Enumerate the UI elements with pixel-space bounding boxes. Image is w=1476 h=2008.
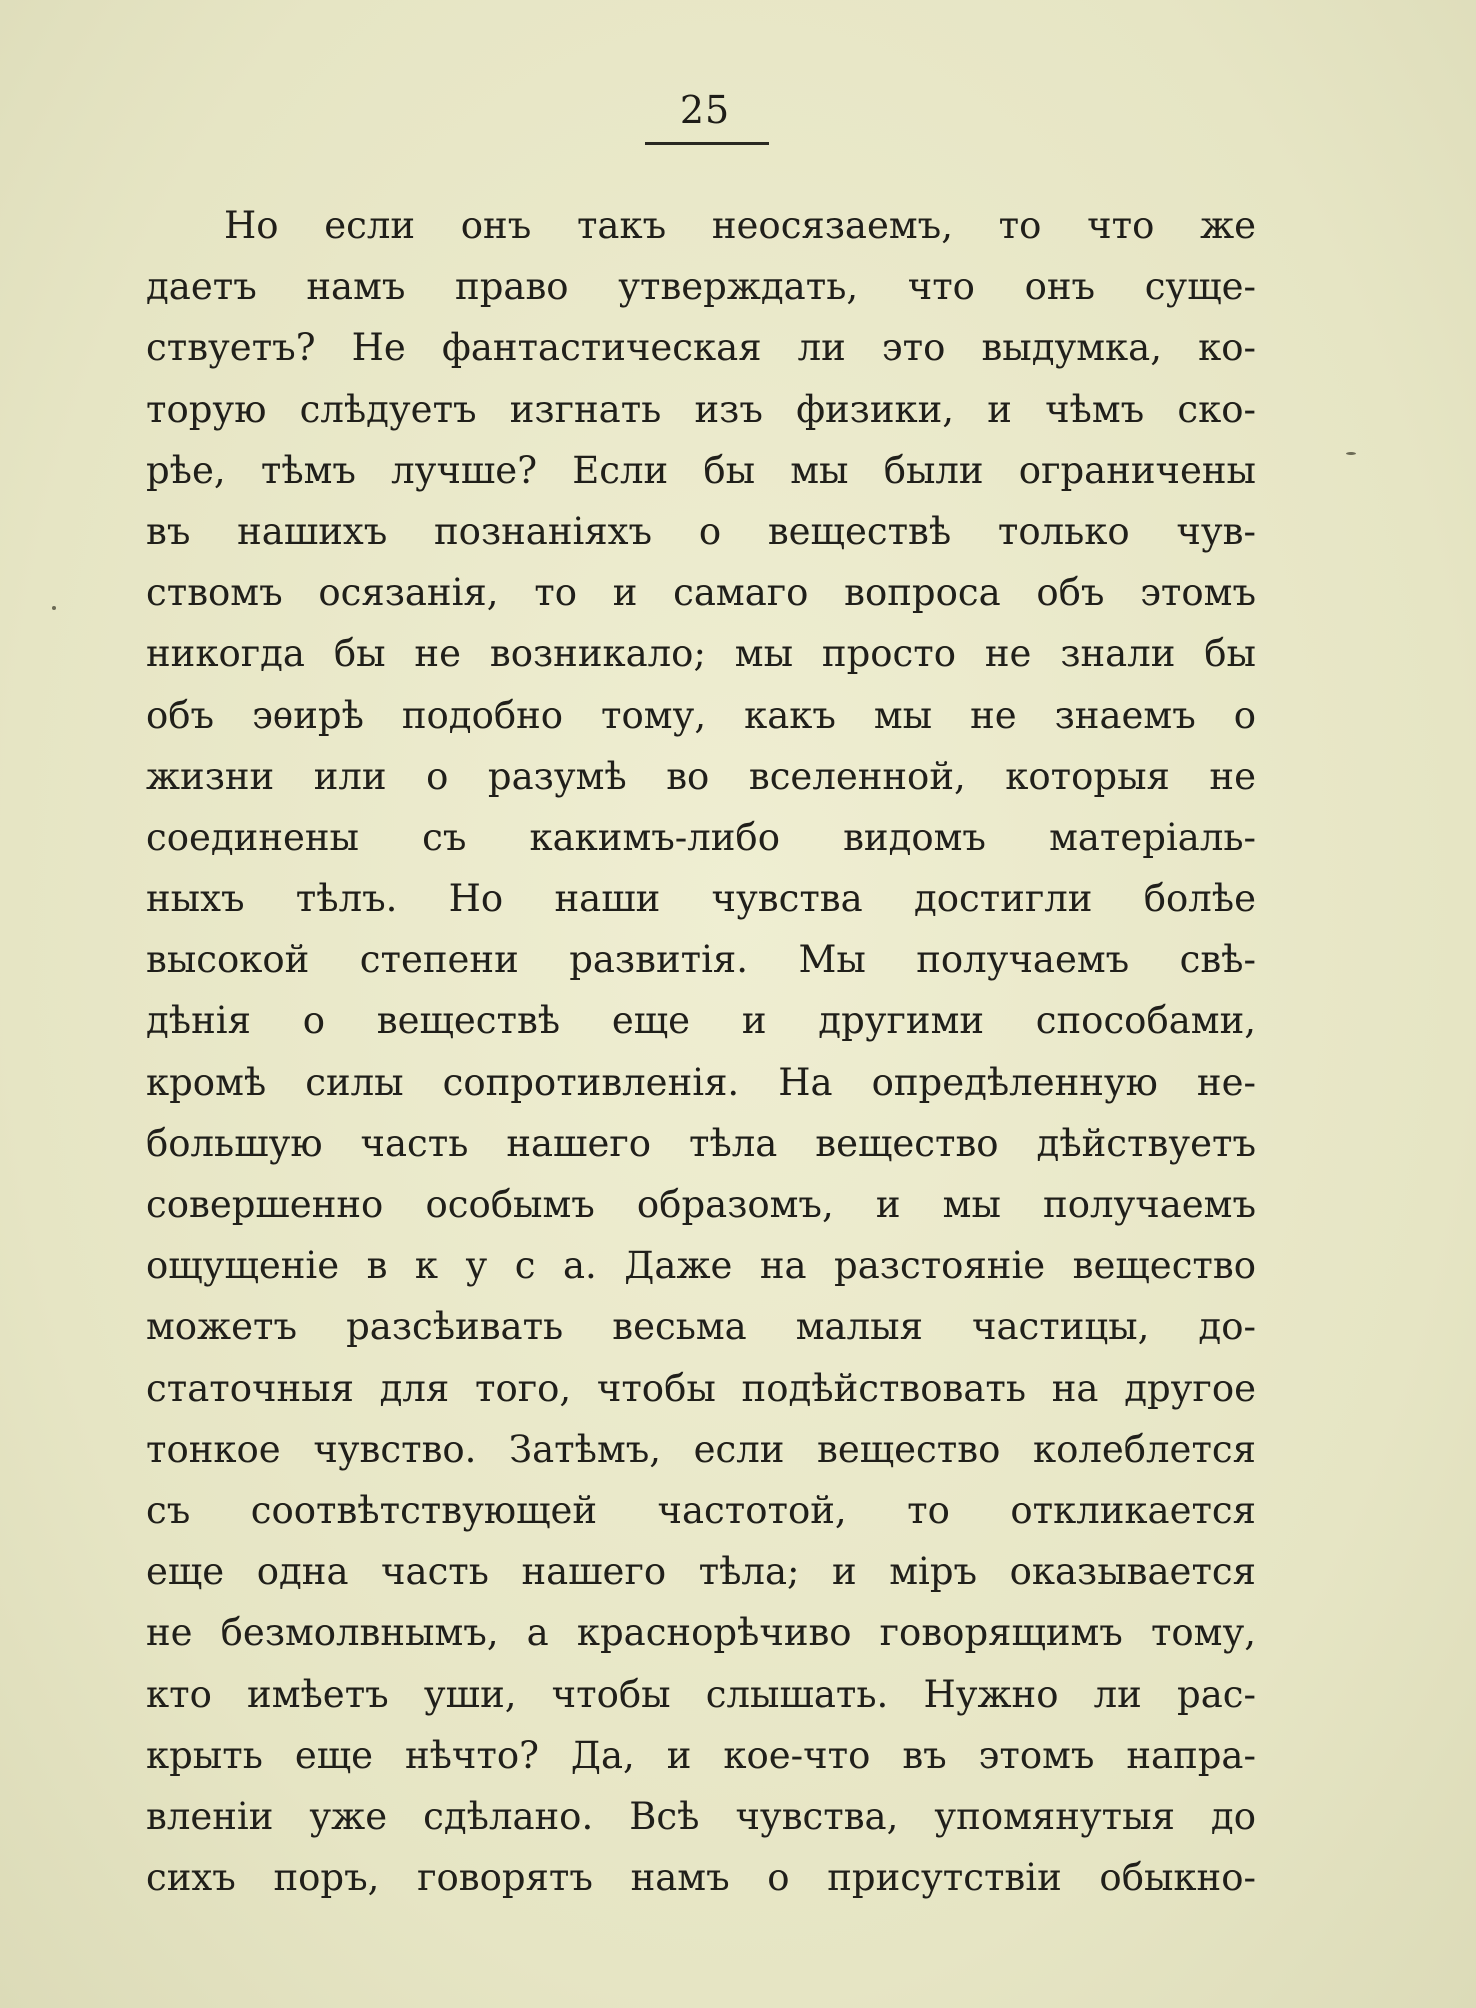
text-line: кромѣ силы сопротивленія. На опредѣленную не- bbox=[146, 1060, 1256, 1104]
text-line: въ нашихъ познаніяхъ о веществѣ только чув- bbox=[146, 509, 1256, 553]
body-text bbox=[146, 195, 1256, 1908]
text-line: дѣнія о веществѣ еще и другими способами, bbox=[146, 999, 1256, 1043]
text-line: кто имѣетъ уши, чтобы слышать. Нужно ли рас- bbox=[146, 1672, 1256, 1716]
text-line: не безмолвнымъ, а краснорѣчиво говорящимъ тому, bbox=[146, 1611, 1256, 1655]
text-line: высокой степени развитія. Мы получаемъ свѣ- bbox=[146, 938, 1256, 982]
text-line: объ эѳирѣ подобно тому, какъ мы не знаемъ о bbox=[146, 693, 1256, 737]
text-line: ствуетъ? Не фантастическая ли это выдумка, ко- bbox=[146, 326, 1256, 370]
page-number: 25 bbox=[679, 88, 731, 132]
text-line: жизни или о разумѣ во вселенной, которыя не bbox=[146, 754, 1256, 798]
text-line: соединены съ какимъ-либо видомъ матеріаль- bbox=[146, 815, 1256, 859]
text-line: торую слѣдуетъ изгнать изъ физики, и чѣмъ ско- bbox=[146, 387, 1256, 431]
text-line: даетъ намъ право утверждать, что онъ суще- bbox=[146, 265, 1256, 309]
paper-speck bbox=[1346, 452, 1356, 455]
text-line: большую часть нашего тѣла вещество дѣйствуетъ bbox=[146, 1121, 1256, 1165]
text-line: можетъ разсѣивать весьма малыя частицы, до- bbox=[146, 1305, 1256, 1349]
page-number-rule bbox=[645, 142, 769, 145]
text-line: никогда бы не возникало; мы просто не знали бы bbox=[146, 632, 1256, 676]
text-line: крыть еще нѣчто? Да, и кое-что въ этомъ напра- bbox=[146, 1733, 1256, 1777]
text-line: ощущеніе в к у с а. Даже на разстояніе вещество bbox=[146, 1244, 1256, 1288]
text-line: Но если онъ такъ неосязаемъ, то что же bbox=[224, 204, 1256, 247]
text-line: статочныя для того, чтобы подѣйствовать на другое bbox=[146, 1366, 1256, 1410]
text-line: рѣе, тѣмъ лучше? Если бы мы были ограничены bbox=[146, 448, 1256, 492]
text-line: тонкое чувство. Затѣмъ, если вещество колеблется bbox=[146, 1427, 1256, 1471]
text-line: вленіи уже сдѣлано. Всѣ чувства, упомянутыя до bbox=[146, 1794, 1256, 1838]
text-line: ствомъ осязанія, то и самаго вопроса объ этомъ bbox=[146, 571, 1256, 615]
text-line: ныхъ тѣлъ. Но наши чувства достигли болѣе bbox=[146, 877, 1256, 921]
text-line: совершенно особымъ образомъ, и мы получаемъ bbox=[146, 1183, 1256, 1226]
paper-speck bbox=[52, 606, 56, 610]
text-line: еще одна часть нашего тѣла; и міръ оказывается bbox=[146, 1550, 1256, 1594]
text-line: сихъ поръ, говорятъ намъ о присутствіи обыкно- bbox=[146, 1856, 1256, 1900]
text-line: съ соотвѣтствующей частотой, то откликается bbox=[146, 1488, 1256, 1532]
